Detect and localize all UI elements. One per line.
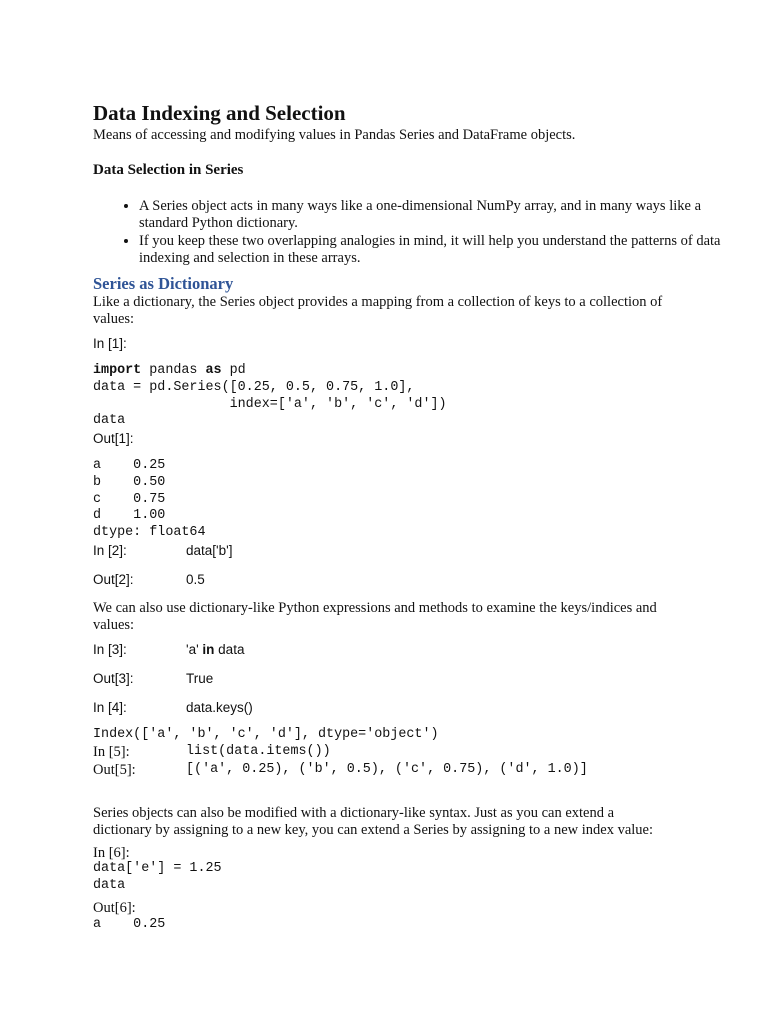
- code-text: pandas: [141, 363, 206, 378]
- code-keyword: as: [205, 363, 222, 378]
- output-line: d 1.00: [93, 508, 166, 523]
- code-line: data: [93, 878, 126, 893]
- code-keyword: in: [202, 642, 215, 657]
- code-line: index=['a', 'b', 'c', 'd']): [93, 397, 447, 412]
- bullet-item: • If you keep these two overlapping analogies in mind, it will help you understand the patterns of data indexing and selection in these arrays.: [139, 233, 739, 267]
- bullet-list: [93, 198, 739, 268]
- input-prompt: In [1]:: [93, 336, 127, 351]
- paragraph-line: Like a dictionary, the Series object provides a mapping from a collection of keys to a collection of: [93, 294, 663, 310]
- code-text: data: [214, 642, 245, 657]
- input-code: data['b']: [186, 543, 233, 558]
- input-code: data.keys(): [186, 700, 253, 715]
- section-heading: Data Selection in Series: [93, 162, 244, 178]
- input-prompt: In [3]:: [93, 642, 127, 657]
- paragraph-line: Series objects can also be modified with a dictionary-like syntax. Just as you can extend a: [93, 805, 615, 821]
- input-prompt: In [4]:: [93, 700, 127, 715]
- output-prompt: Out[2]:: [93, 572, 134, 587]
- subheading: Series as Dictionary: [93, 274, 234, 293]
- output-line: b 0.50: [93, 475, 166, 490]
- code-keyword: import: [93, 363, 142, 378]
- output-line: a 0.25: [93, 917, 166, 932]
- code-line: data['e'] = 1.25: [93, 861, 222, 876]
- input-prompt: In [5]:: [93, 744, 130, 760]
- output-line: Index(['a', 'b', 'c', 'd'], dtype='object'): [93, 727, 439, 742]
- input-code: [186, 642, 244, 657]
- page-title: Data Indexing and Selection: [93, 101, 346, 125]
- output-prompt: Out[6]:: [93, 900, 136, 916]
- code-line: data = pd.Series([0.25, 0.5, 0.75, 1.0],: [93, 380, 415, 395]
- paragraph-line: values:: [93, 617, 135, 633]
- paragraph-line: values:: [93, 311, 135, 327]
- output-line: dtype: float64: [93, 525, 206, 540]
- bullet-item: • A Series object acts in many ways like a one-dimensional NumPy array, and in many ways like a standard Python dictionary.: [139, 198, 739, 232]
- code-text: 'a': [186, 642, 203, 657]
- intro-text: Means of accessing and modifying values in Pandas Series and DataFrame objects.: [93, 127, 576, 143]
- output-prompt: Out[3]:: [93, 671, 134, 686]
- code-text: pd: [221, 363, 246, 378]
- output-line: a 0.25: [93, 458, 166, 473]
- paragraph-line: dictionary by assigning to a new key, you can extend a Series by assigning to a new index value:: [93, 822, 653, 838]
- output-value: True: [186, 671, 214, 686]
- input-prompt: In [2]:: [93, 543, 127, 558]
- paragraph-line: We can also use dictionary-like Python expressions and methods to examine the keys/indices and: [93, 600, 657, 616]
- code-line: [93, 363, 246, 380]
- output-value: [('a', 0.25), ('b', 0.5), ('c', 0.75), ('d', 1.0)]: [186, 762, 588, 777]
- input-prompt: In [6]:: [93, 845, 130, 861]
- output-line: c 0.75: [93, 492, 166, 507]
- output-prompt: Out[5]:: [93, 762, 136, 778]
- input-code: list(data.items()): [186, 744, 331, 759]
- output-prompt: Out[1]:: [93, 431, 134, 446]
- code-line: data: [93, 413, 126, 428]
- output-value: 0.5: [186, 572, 205, 587]
